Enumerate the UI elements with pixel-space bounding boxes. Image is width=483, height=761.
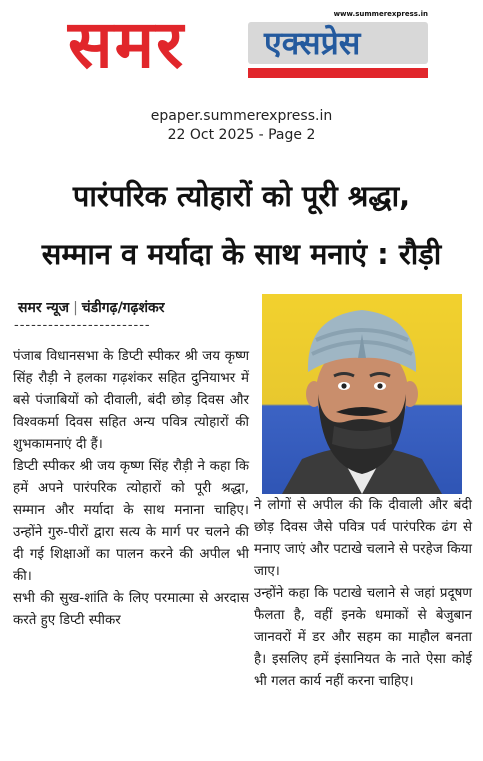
pupil-left (341, 383, 346, 388)
article-right-column (254, 495, 472, 693)
byline (18, 298, 248, 318)
masthead-name-blue: एक्सप्रेस (264, 24, 361, 62)
headline-line-1: पारंपरिक त्योहारों को पूरी श्रद्धा, (72, 179, 411, 213)
masthead-url: www.summerexpress.in (333, 10, 428, 18)
article-paragraph: उन्होंने कहा कि पटाखे चलाने से जहां प्रदूषण फैलता है, वहीं इनके धमाकों से बेजुबान जानवरों में डर और सहम का माहौल बनता है। इसलिए हमें इंसानियत के नाते ऐसा कोई भी गलत कार्य नहीं करना चाहिए। (254, 586, 472, 689)
byline-separator: | (73, 300, 78, 316)
article-paragraph: ने लोगों से अपील की कि दीवाली और बंदी छोड़ दिवस जैसे पवित्र पर्व पारंपरिक ढंग से मनाए जाएं और पटाखे चलाने से परहेज किया जाए। (254, 498, 472, 579)
masthead-red-bar (248, 68, 428, 78)
byline-source: समर न्यूज (18, 300, 70, 316)
article-paragraph: डिप्टी स्पीकर श्री जय कृष्ण सिंह रौड़ी ने कहा कि हमें अपने पारंपरिक त्योहारों को पूरी श्रद्धा, सम्मान और मर्यादा के साथ मनाना चाहिए। उन्होंने गुरु-पीरों द्वारा सत्य के मार्ग पर चलने की दी गई शिक्षाओं का पालन करने की अपील भी की। (13, 459, 249, 584)
article-left-column (13, 346, 249, 632)
portrait-illustration (262, 294, 462, 494)
masthead (68, 4, 428, 96)
article-paragraph: पंजाब विधानसभा के डिप्टी स्पीकर श्री जय कृष्ण सिंह रौड़ी ने हलका गढ़शंकर सहित दुनियाभर में बसे पंजाबियों को दीवाली, बंदी छोड़ दिवस और विश्वकर्मा दिवस सहित अन्य पवित्र त्योहारों की शुभकामनाएं दी हैं। (13, 349, 249, 452)
byline-rule: ------------------------ (14, 318, 151, 333)
edition-date-page: 22 Oct 2025 - Page 2 (167, 127, 316, 143)
portrait-photo (262, 294, 462, 494)
masthead-name-red: समर (68, 6, 186, 83)
pupil-right (377, 383, 382, 388)
byline-location: चंडीगढ़/गढ़शंकर (81, 300, 165, 316)
article-paragraph: सभी की सुख-शांति के लिए परमात्मा से अरदास करते हुए डिप्टी स्पीकर (13, 591, 249, 628)
headline-line-2: सम्मान व मर्यादा के साथ मनाएं : रौड़ी (41, 237, 442, 271)
epaper-site: epaper.summerexpress.in (150, 108, 333, 124)
